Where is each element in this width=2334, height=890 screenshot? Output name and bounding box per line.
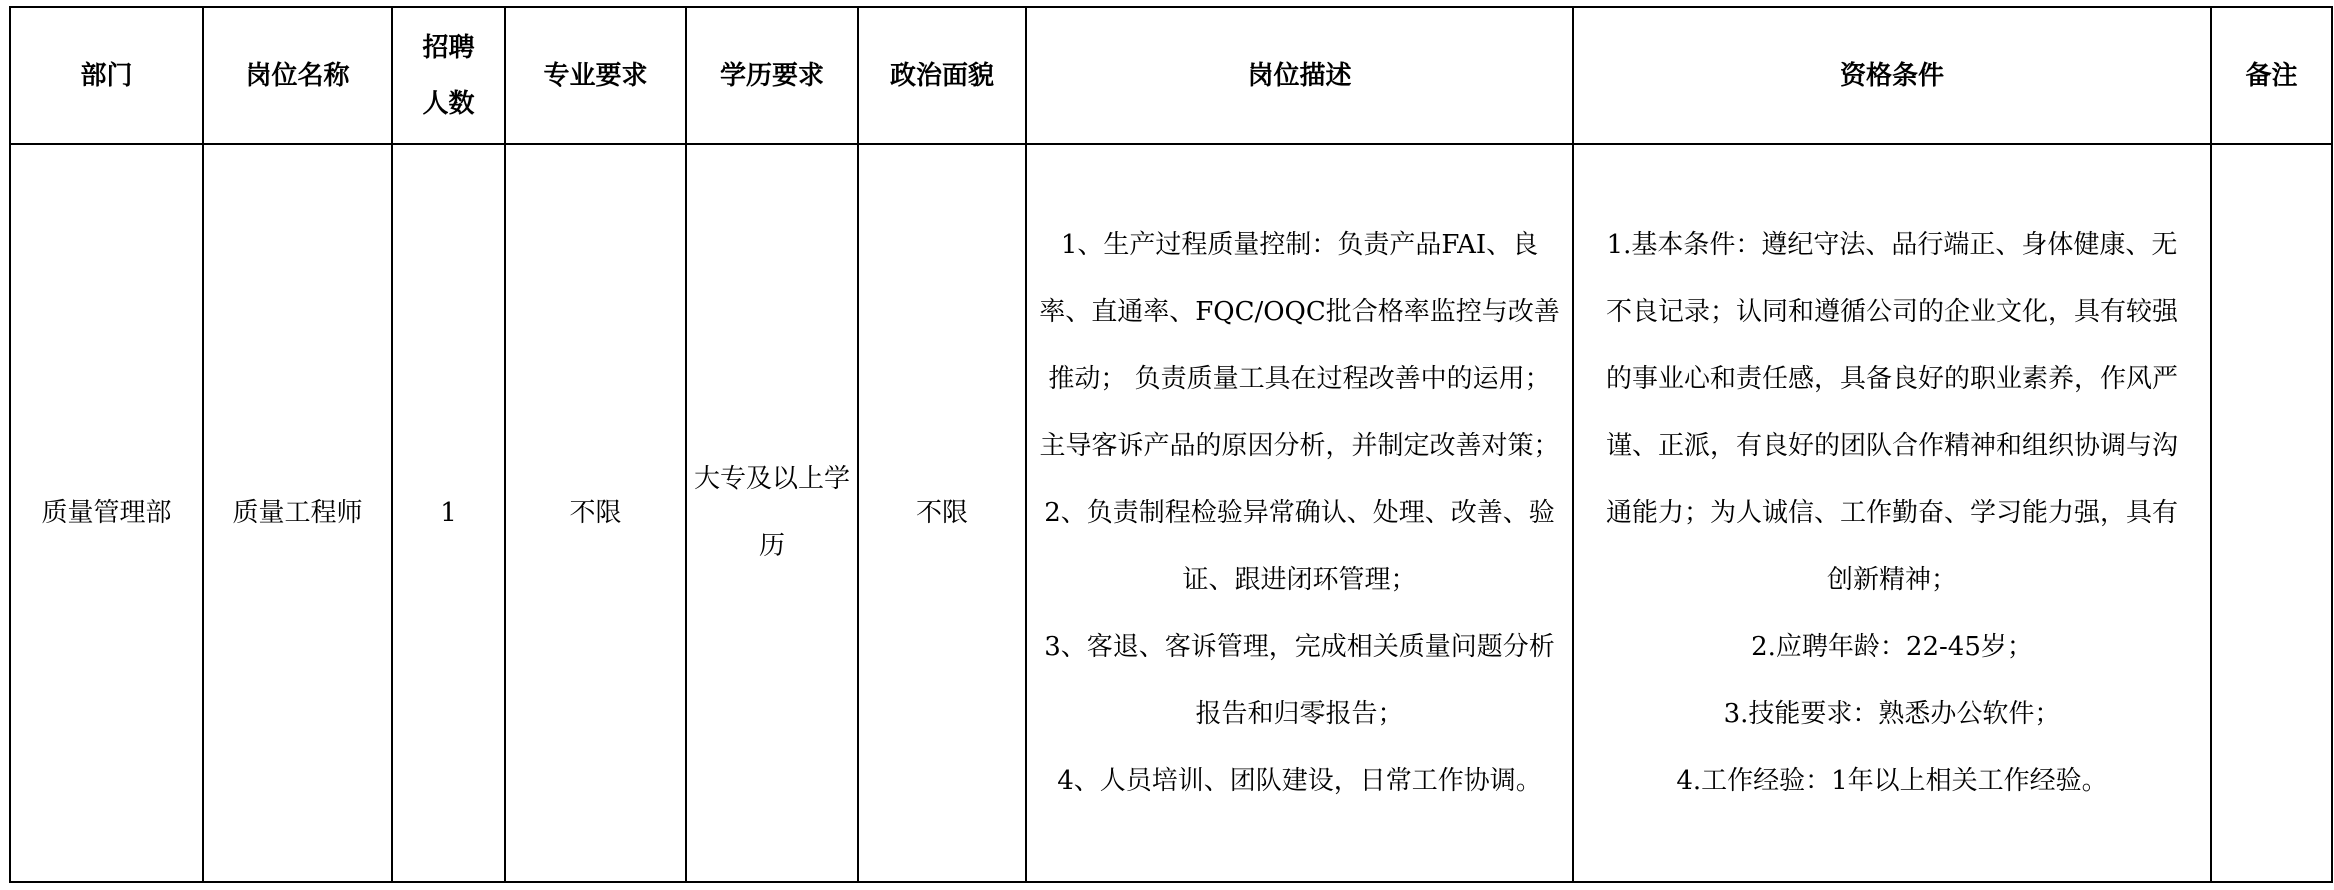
cell-political: 不限 xyxy=(858,144,1026,882)
cell-position: 质量工程师 xyxy=(203,144,392,882)
cell-qualifications xyxy=(1573,144,2211,882)
header-dept: 部门 xyxy=(10,7,203,144)
header-count-line1: 招聘 xyxy=(422,32,475,63)
table-header xyxy=(10,7,2332,144)
header-education: 学历要求 xyxy=(686,7,858,144)
description-item-1: 1、生产过程质量控制：负责产品FAI、良率、直通率、FQC/OQC批合格率监控与改善推动； 负责质量工具在过程改善中的运用；主导客诉产品的原因分析，并制定改善对策； xyxy=(1039,229,1560,461)
header-position: 岗位名称 xyxy=(203,7,392,144)
qualification-item-2: 2.应聘年龄：22-45岁； xyxy=(1751,631,2033,662)
qualification-item-1: 1.基本条件：遵纪守法、品行端正、身体健康、无不良记录；认同和遵循公司的企业文化，具有较强的事业心和责任感，具备良好的职业素养，作风严谨、正派，有良好的团队合作精神和组织协调与沟通能力；为人诚信、工作勤奋、学习能力强，具有创新精神； xyxy=(1605,229,2178,595)
cell-major: 不限 xyxy=(505,144,686,882)
cell-dept: 质量管理部 xyxy=(10,144,203,882)
cell-notes xyxy=(2211,144,2332,882)
header-qualifications: 资格条件 xyxy=(1573,7,2211,144)
education-text: 大专及以上学历 xyxy=(693,464,850,561)
header-count-line2: 人数 xyxy=(422,88,475,119)
qualification-item-3: 3.技能要求：熟悉办公软件； xyxy=(1723,698,2061,729)
description-item-4: 4、人员培训、团队建设，日常工作协调。 xyxy=(1057,765,1542,796)
header-description: 岗位描述 xyxy=(1026,7,1573,144)
qualification-item-4: 4.工作经验：1年以上相关工作经验。 xyxy=(1676,765,2108,796)
header-count xyxy=(392,7,505,144)
header-major: 专业要求 xyxy=(505,7,686,144)
cell-count: 1 xyxy=(392,144,505,882)
table-row xyxy=(10,144,2332,882)
header-notes: 备注 xyxy=(2211,7,2332,144)
recruitment-table xyxy=(9,6,2333,883)
cell-description xyxy=(1026,144,1573,882)
recruitment-table-sheet xyxy=(9,6,2333,883)
header-political: 政治面貌 xyxy=(858,7,1026,144)
cell-education xyxy=(686,144,858,882)
table-body xyxy=(10,144,2332,882)
description-item-3: 3、客退、客诉管理，完成相关质量问题分析报告和归零报告； xyxy=(1044,631,1555,729)
description-item-2: 2、负责制程检验异常确认、处理、改善、验证、跟进闭环管理； xyxy=(1044,497,1555,595)
header-row xyxy=(10,7,2332,144)
